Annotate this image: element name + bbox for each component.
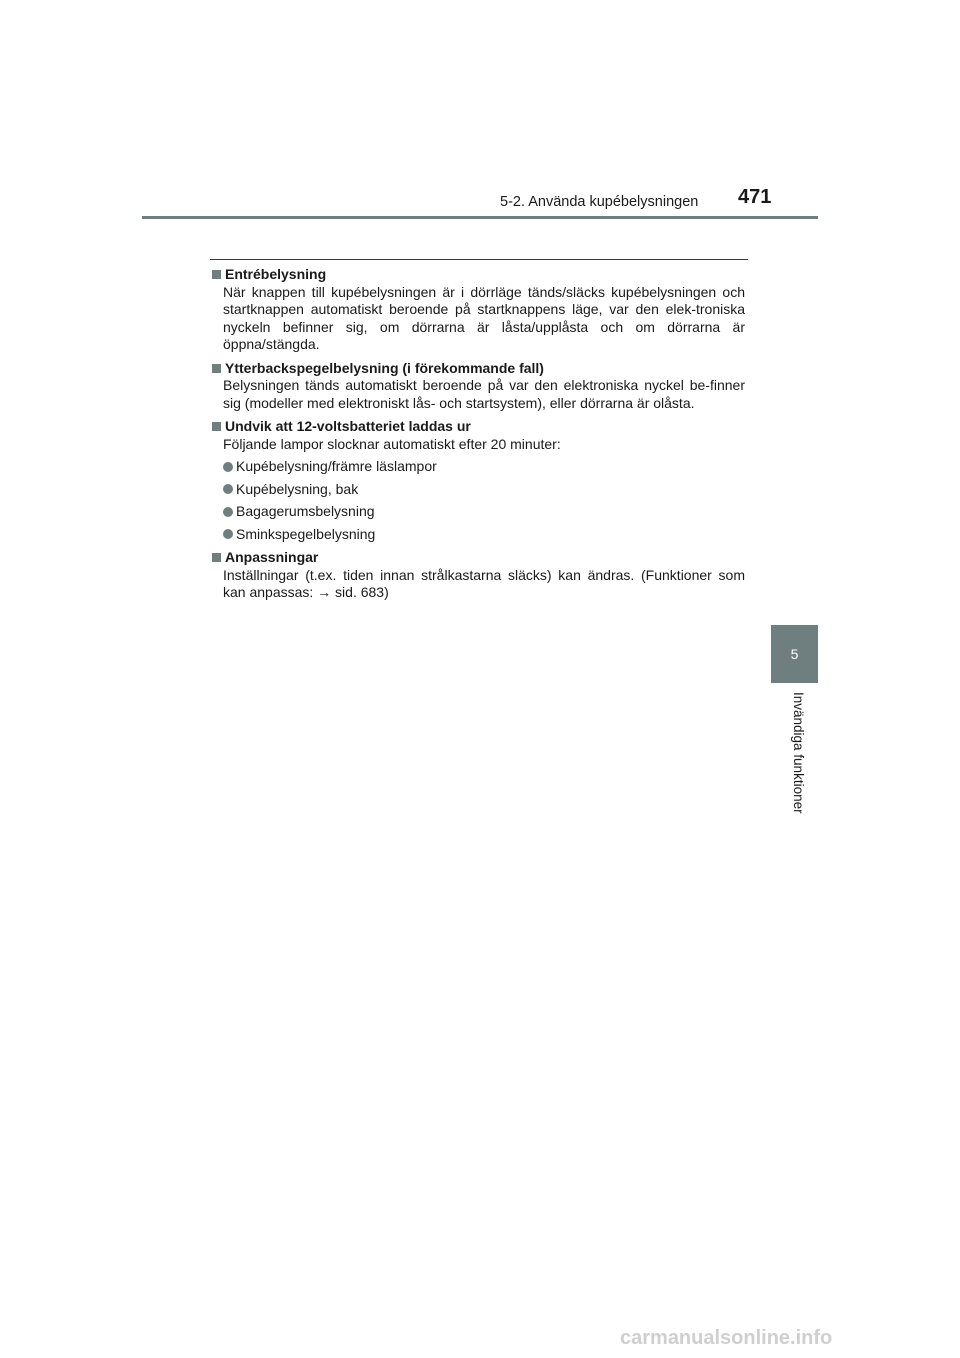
section-text: Belysningen tänds automatiskt beroende på var den elektroniska nyckel be-finner sig (modeller med elektroniskt lås- och startsystem), eller dörrarna är olåsta. (223, 377, 745, 411)
square-bullet-icon (212, 270, 221, 279)
list-item: Bagagerumsbelysning (211, 503, 745, 521)
section-header: 5-2. Använda kupébelysningen (500, 194, 699, 210)
section-title: Undvik att 12-voltsbatteriet laddas ur (225, 418, 471, 434)
list-item: Kupébelysning, bak (211, 481, 745, 499)
section-undvik-batteri (211, 418, 745, 543)
section-text: När knappen till kupébelysningen är i dörrläge tänds/släcks kupébelysningen och startknappen automatiskt beroende på startknappens läge, var den elek-troniska nyckeln befinner sig, om dörrarna är låsta/upplåsta och om dörrarna är öppna/stängda. (223, 283, 745, 352)
square-bullet-icon (212, 422, 221, 431)
chapter-tab[interactable] (771, 625, 818, 683)
section-text: Inställningar (t.ex. tiden innan strålkastarna släcks) kan ändras. (Funktioner som kan anpassas: → sid. 683) (223, 566, 745, 600)
chapter-number: 5 (790, 646, 799, 662)
circle-bullet-icon (223, 462, 233, 472)
section-ytterbackspegelbelysning (211, 360, 745, 413)
content-rule (210, 259, 748, 260)
section-title: Entrébelysning (225, 266, 327, 282)
chapter-label: Invändiga funktioner (791, 692, 806, 814)
section-entrebelysning (211, 266, 745, 354)
list-item: Kupébelysning/främre läslampor (211, 458, 745, 476)
header-rule (142, 216, 818, 219)
page-content (211, 266, 745, 608)
section-title: Anpassningar (225, 549, 319, 565)
watermark: carmanualsonline.info (620, 1327, 833, 1349)
page-number: 471 (738, 186, 772, 208)
section-text: Följande lampor slocknar automatiskt efter 20 minuter: (223, 435, 561, 452)
list-item: Sminkspegelbelysning (211, 526, 745, 544)
section-anpassningar (211, 549, 745, 602)
square-bullet-icon (212, 364, 221, 373)
circle-bullet-icon (223, 507, 233, 517)
circle-bullet-icon (223, 484, 233, 494)
square-bullet-icon (212, 553, 221, 562)
circle-bullet-icon (223, 529, 233, 539)
section-title: Ytterbackspegelbelysning (i förekommande fall) (225, 359, 544, 376)
